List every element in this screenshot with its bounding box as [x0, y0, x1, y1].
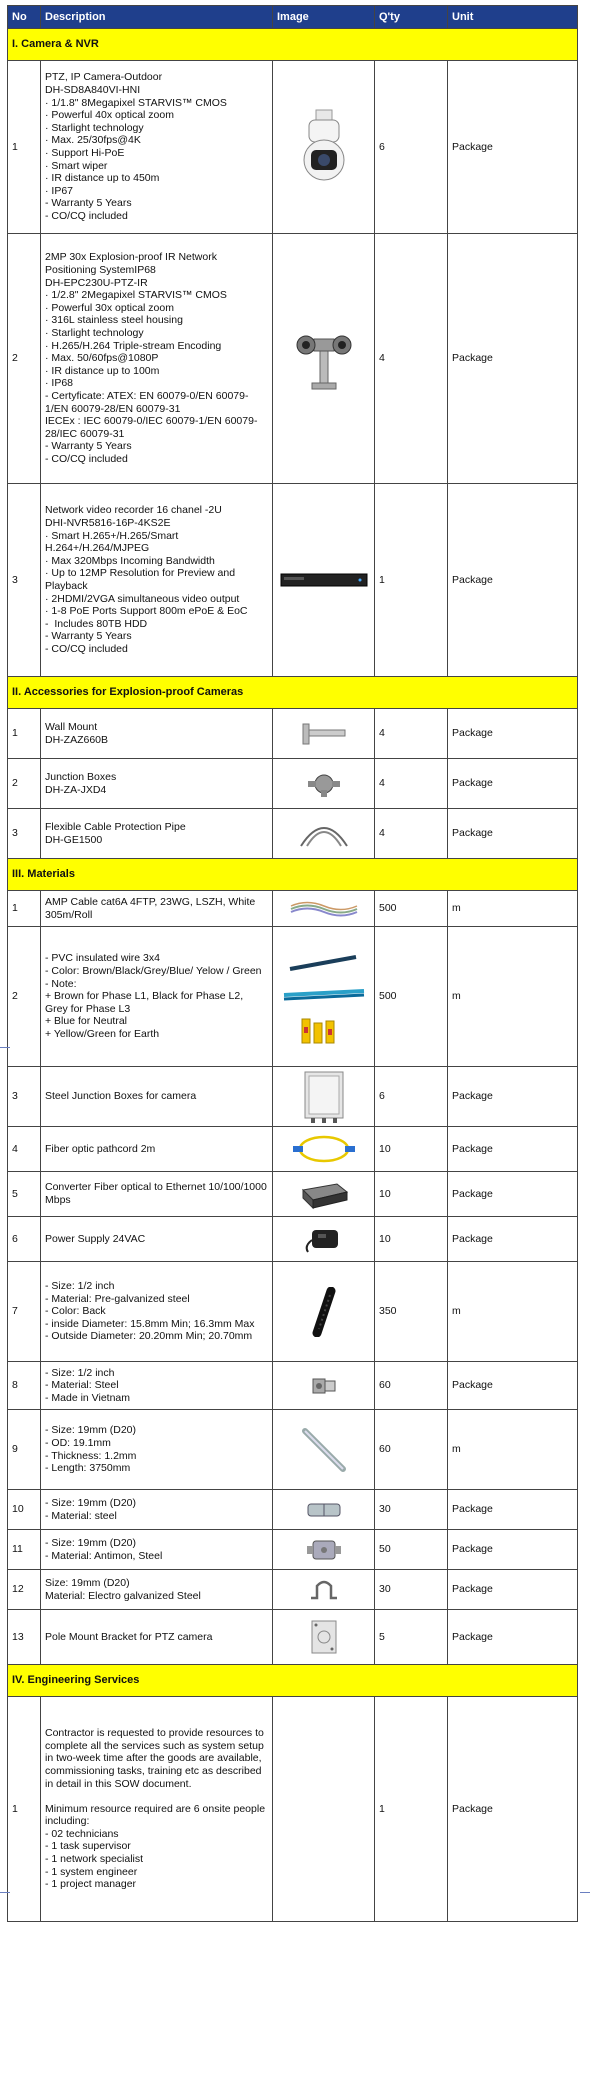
section-title: I. Camera & NVR: [8, 29, 578, 61]
item-unit: Package: [448, 484, 578, 677]
section-row: [8, 859, 578, 891]
cat6-cable-image: [273, 891, 375, 927]
item-no: 2: [8, 234, 41, 484]
table-row: [8, 927, 578, 1067]
item-description: Junction Boxes DH-ZA-JXD4: [41, 759, 273, 809]
header-image: Image: [273, 6, 375, 29]
item-description: - Size: 19mm (D20) - OD: 19.1mm - Thickness: 1.2mm - Length: 3750mm: [41, 1410, 273, 1490]
pole-bracket-image: [273, 1610, 375, 1665]
item-description: Pole Mount Bracket for PTZ camera: [41, 1610, 273, 1665]
coupling-image: [273, 1490, 375, 1530]
item-description: - Size: 1/2 inch - Material: Pre-galvanized steel - Color: Back - inside Diameter: 15.8mm Min; 16.3mm Max - Outside Diameter: 20.20mm Min; 20.70mm: [41, 1262, 273, 1362]
item-unit: Package: [448, 1217, 578, 1262]
table-row: [8, 1217, 578, 1262]
item-no: 2: [8, 759, 41, 809]
item-description: - PVC insulated wire 3x4 - Color: Brown/Black/Grey/Blue/ Yelow / Green - Note: + Brown for Phase L1, Black for Phase L2, Grey for Phase L3 + Blue for Neutral + Yellow/Green for Earth: [41, 927, 273, 1067]
empty-image-cell: [273, 1697, 375, 1922]
header-unit: Unit: [448, 6, 578, 29]
item-description: 2MP 30x Explosion-proof IR Network Positioning SystemIP68 DH-EPC230U-PTZ-IR · 1/2.8" 2Megapixel STARVIS™ CMOS · Powerful 30x optical zoom · 316L stainless steel housing · Starlight technology · H.265/H.264 Triple-stream Encoding · Max. 50/60fps@1080P · IR distance up to 100m · IP68 - Certyficate: ATEX: EN 60079-0/EN 60079-1/EN 60079-28/EN 60079-31 IECEx : IEC 60079-0/IEC 60079-1/EN 60079-28/IEC 60079-31 - Warranty 5 Years - CO/CQ included: [41, 234, 273, 484]
item-no: 1: [8, 61, 41, 234]
item-description: Network video recorder 16 chanel -2U DHI-NVR5816-16P-4KS2E · Smart H.265+/H.265/Smart H.264+/H.264/MJPEG · Max 320Mbps Incoming Bandwidth · Up to 12MP Resolution for Preview and Playback · 2HDMI/2VGA simultaneous video output · 1-8 PoE Ports Support 800m ePoE & EoC - Includes 80TB HDD - Warranty 5 Years - CO/CQ included: [41, 484, 273, 677]
item-unit: Package: [448, 1697, 578, 1922]
table-row: [8, 234, 578, 484]
item-unit: Package: [448, 759, 578, 809]
item-description: - Size: 19mm (D20) - Material: steel: [41, 1490, 273, 1530]
item-no: 9: [8, 1410, 41, 1490]
item-qty: 500: [375, 891, 448, 927]
flex-conduit-image: [273, 1262, 375, 1362]
connector-image: [273, 1362, 375, 1410]
table-row: [8, 1127, 578, 1172]
item-no: 13: [8, 1610, 41, 1665]
item-description: Steel Junction Boxes for camera: [41, 1067, 273, 1127]
item-qty: 500: [375, 927, 448, 1067]
header-row: [8, 6, 578, 29]
table-row: [8, 759, 578, 809]
item-qty: 60: [375, 1362, 448, 1410]
item-no: 6: [8, 1217, 41, 1262]
header-no: No: [8, 6, 41, 29]
item-description: Power Supply 24VAC: [41, 1217, 273, 1262]
power-supply-image: [273, 1217, 375, 1262]
item-qty: 50: [375, 1530, 448, 1570]
item-unit: m: [448, 927, 578, 1067]
item-unit: Package: [448, 1530, 578, 1570]
margin-marker-left: [0, 1047, 10, 1048]
item-no: 10: [8, 1490, 41, 1530]
table-row: [8, 1570, 578, 1610]
margin-marker-right: [580, 1892, 590, 1893]
item-no: 2: [8, 927, 41, 1067]
item-unit: Package: [448, 234, 578, 484]
item-unit: m: [448, 1410, 578, 1490]
item-description: Contractor is requested to provide resources to complete all the services such as system setup in two-week time after the goods are available, commissioning tasks, training etc as described in detail in this SOW document. Minimum resource required are 6 onsite people including: - 02 technicians - 1 task supervisor - 1 network specialist - 1 system engineer - 1 project manager: [41, 1697, 273, 1922]
item-description: - Size: 1/2 inch - Material: Steel - Made in Vietnam: [41, 1362, 273, 1410]
equipment-table: [7, 5, 578, 1922]
item-unit: m: [448, 1262, 578, 1362]
steel-tube-image: [273, 1410, 375, 1490]
table-row: [8, 1262, 578, 1362]
ptz-camera-image: [273, 61, 375, 234]
section-title: IV. Engineering Services: [8, 1665, 578, 1697]
nvr-image: [273, 484, 375, 677]
item-description: Converter Fiber optical to Ethernet 10/100/1000 Mbps: [41, 1172, 273, 1217]
item-no: 1: [8, 709, 41, 759]
item-qty: 1: [375, 484, 448, 677]
item-description: PTZ, IP Camera-Outdoor DH-SD8A840VI-HNI · 1/1.8" 8Megapixel STARVIS™ CMOS · Powerful 40x optical zoom · Starlight technology · Max. 25/30fps@4K · Support Hi-PoE · Smart wiper · IR distance up to 450m · IP67 - Warranty 5 Years - CO/CQ included: [41, 61, 273, 234]
item-qty: 350: [375, 1262, 448, 1362]
table-row: [8, 484, 578, 677]
pvc-wire-image: [273, 927, 375, 1067]
item-qty: 10: [375, 1217, 448, 1262]
item-qty: 4: [375, 234, 448, 484]
header-qty: Q'ty: [375, 6, 448, 29]
table-row: [8, 1530, 578, 1570]
item-no: 7: [8, 1262, 41, 1362]
item-description: Fiber optic pathcord 2m: [41, 1127, 273, 1172]
item-qty: 6: [375, 61, 448, 234]
item-no: 3: [8, 809, 41, 859]
item-unit: Package: [448, 61, 578, 234]
item-no: 3: [8, 484, 41, 677]
section-row: [8, 1665, 578, 1697]
item-unit: Package: [448, 1610, 578, 1665]
item-no: 12: [8, 1570, 41, 1610]
item-unit: Package: [448, 1067, 578, 1127]
wall-mount-image: [273, 709, 375, 759]
item-no: 1: [8, 1697, 41, 1922]
item-qty: 10: [375, 1127, 448, 1172]
item-qty: 4: [375, 759, 448, 809]
section-title: III. Materials: [8, 859, 578, 891]
item-unit: Package: [448, 1362, 578, 1410]
item-qty: 4: [375, 709, 448, 759]
media-converter-image: [273, 1172, 375, 1217]
item-qty: 60: [375, 1410, 448, 1490]
item-description: - Size: 19mm (D20) - Material: Antimon, Steel: [41, 1530, 273, 1570]
item-unit: Package: [448, 809, 578, 859]
header-description: Description: [41, 6, 273, 29]
section-row: [8, 677, 578, 709]
item-unit: Package: [448, 1127, 578, 1172]
item-qty: 5: [375, 1610, 448, 1665]
table-row: [8, 1697, 578, 1922]
item-description: Flexible Cable Protection Pipe DH-GE1500: [41, 809, 273, 859]
item-no: 5: [8, 1172, 41, 1217]
table-row: [8, 709, 578, 759]
item-unit: Package: [448, 1490, 578, 1530]
table-row: [8, 1610, 578, 1665]
flexible-pipe-image: [273, 809, 375, 859]
table-row: [8, 1490, 578, 1530]
item-description: AMP Cable cat6A 4FTP, 23WG, LSZH, White 305m/Roll: [41, 891, 273, 927]
section-title: II. Accessories for Explosion-proof Cameras: [8, 677, 578, 709]
steel-box-image: [273, 1067, 375, 1127]
item-description: Wall Mount DH-ZAZ660B: [41, 709, 273, 759]
explosion-proof-camera-image: [273, 234, 375, 484]
item-qty: 30: [375, 1570, 448, 1610]
saddle-clamp-image: [273, 1570, 375, 1610]
item-qty: 10: [375, 1172, 448, 1217]
table-row: [8, 1410, 578, 1490]
item-qty: 4: [375, 809, 448, 859]
table-row: [8, 61, 578, 234]
table-row: [8, 1067, 578, 1127]
item-unit: Package: [448, 1172, 578, 1217]
item-unit: m: [448, 891, 578, 927]
table-row: [8, 891, 578, 927]
item-no: 4: [8, 1127, 41, 1172]
table-row: [8, 809, 578, 859]
fiber-cord-image: [273, 1127, 375, 1172]
table-row: [8, 1362, 578, 1410]
item-description: Size: 19mm (D20) Material: Electro galvanized Steel: [41, 1570, 273, 1610]
junction-box-image: [273, 759, 375, 809]
table-row: [8, 1172, 578, 1217]
equipment-table-container: [7, 5, 577, 1922]
item-qty: 1: [375, 1697, 448, 1922]
item-qty: 6: [375, 1067, 448, 1127]
margin-marker-left: [0, 1892, 10, 1893]
item-unit: Package: [448, 1570, 578, 1610]
item-no: 11: [8, 1530, 41, 1570]
box-fitting-image: [273, 1530, 375, 1570]
item-qty: 30: [375, 1490, 448, 1530]
item-no: 8: [8, 1362, 41, 1410]
item-unit: Package: [448, 709, 578, 759]
section-row: [8, 29, 578, 61]
item-no: 1: [8, 891, 41, 927]
item-no: 3: [8, 1067, 41, 1127]
